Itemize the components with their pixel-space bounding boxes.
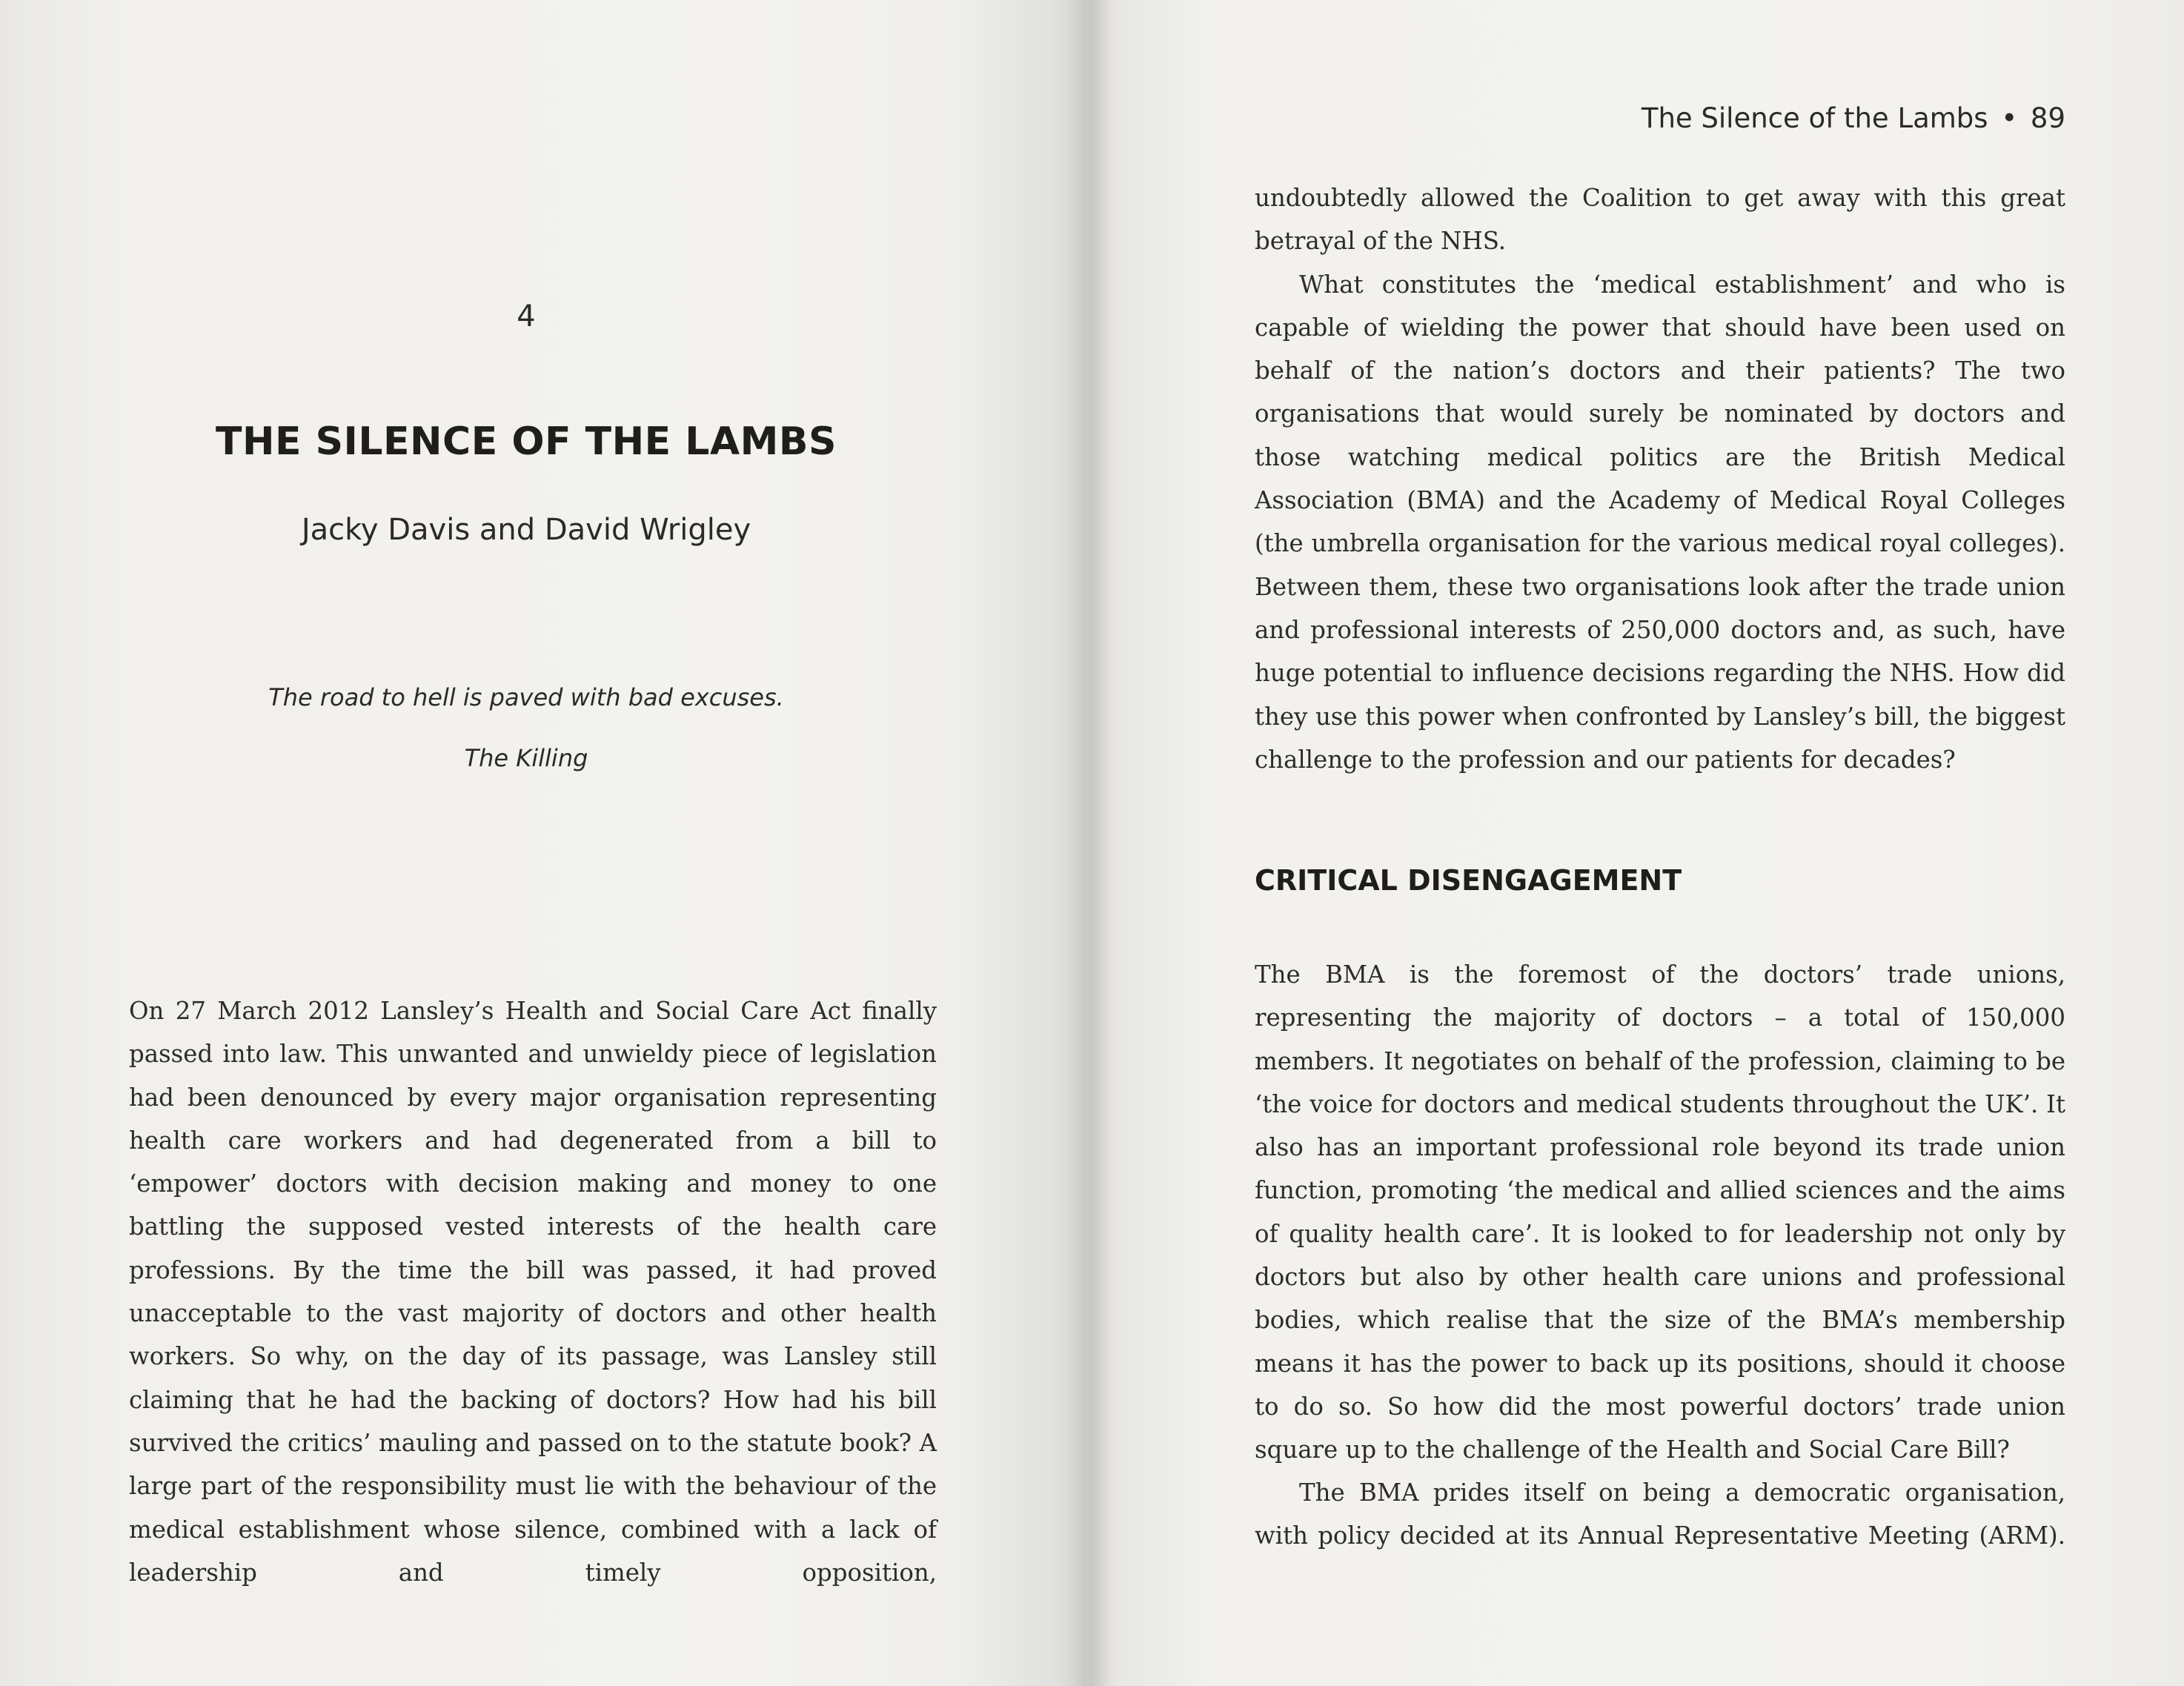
book-gutter-shadow	[1067, 0, 1112, 1686]
paragraph-bma: The BMA is the foremost of the doctors’ trade unions, representing the majority of doctors – a total of 150,000 members. It negotiates on behalf of the profession, claiming to be ‘the voice for doctors and medical students throughout the UK’. It also has an important professional role beyond its trade union function, promoting ‘the medical and allied sciences and the aims of quality health care’. It is looked to for leadership not only by doctors but also by other health care unions and professional bodies, which realise that the size of the BMA’s membership means it has the power to back up its positions, should it choose to do so. So how did the most powerful doctors’ trade union square up to the challenge of the Health and Social Care Bill?	[1255, 960, 2065, 1464]
paragraph-medical-establishment: What constitutes the ‘medical establishment’ and who is capable of wielding the power that should have been used on behalf of the nation’s doctors and their patients? The two organisations that would surely be nominated by doctors and those watching medical politics are the British Medical Association (BMA) and the Academy of Medical Royal Colleges (the umbrella organisation for the various medical royal colleges). Between them, these two organisations look after the trade union and professional interests of 250,000 doctors and, as such, have huge potential to influence decisions regarding the NHS. How did they use this power when confronted by Lansley’s bill, the biggest challenge to the profession and our patients for decades?	[1255, 270, 2065, 774]
right-page	[1086, 0, 2184, 1686]
paragraph-continuation: undoubtedly allowed the Coalition to get away with this great betrayal of the NHS.	[1255, 184, 2065, 256]
chapter-authors: Jacky Davis and David Wrigley	[301, 513, 751, 547]
running-head-title: The Silence of the Lambs	[1641, 102, 1988, 134]
section-heading: CRITICAL DISENGAGEMENT	[1255, 864, 1682, 897]
chapter-opening-paragraph: On 27 March 2012 Lansley’s Health and Social Care Act finally passed into law. This unwanted and unwieldy piece of legislation had been denounced by every major organisation representing health care workers and had degenerated from a bill to ‘empower’ doctors with decision making and money to one battling the supposed vested interests of the health care professions. By the time the bill was passed, it had proved unacceptable to the vast majority of doctors and other health workers. So why, on the day of its passage, was Lansley still claiming that he had the backing of doctors? How had his bill survived the critics’ mauling and passed on to the statute book? A large part of the responsibility must lie with the behaviour of the medical establishment whose silence, combined with a lack of leadership and timely opposition,	[129, 997, 937, 1587]
chapter-number: 4	[517, 299, 536, 333]
chapter-title: THE SILENCE OF THE LAMBS	[215, 419, 837, 464]
left-page	[0, 0, 1086, 1686]
epigraph-quote: The road to hell is paved with bad excuses.	[268, 683, 784, 711]
epigraph-source: The Killing	[464, 744, 588, 772]
text-block-section	[1255, 953, 2065, 1472]
paragraph-bma-democratic: The BMA prides itself on being a democratic organisation, with policy decided at its Annual Representative Meeting (ARM).	[1255, 1478, 2065, 1550]
running-head-separator: •	[2001, 102, 2018, 134]
running-head	[1086, 102, 2065, 134]
text-block-bottom	[1255, 1471, 2065, 1558]
page-number: 89	[2030, 102, 2065, 134]
text-block-top	[1255, 176, 2065, 781]
